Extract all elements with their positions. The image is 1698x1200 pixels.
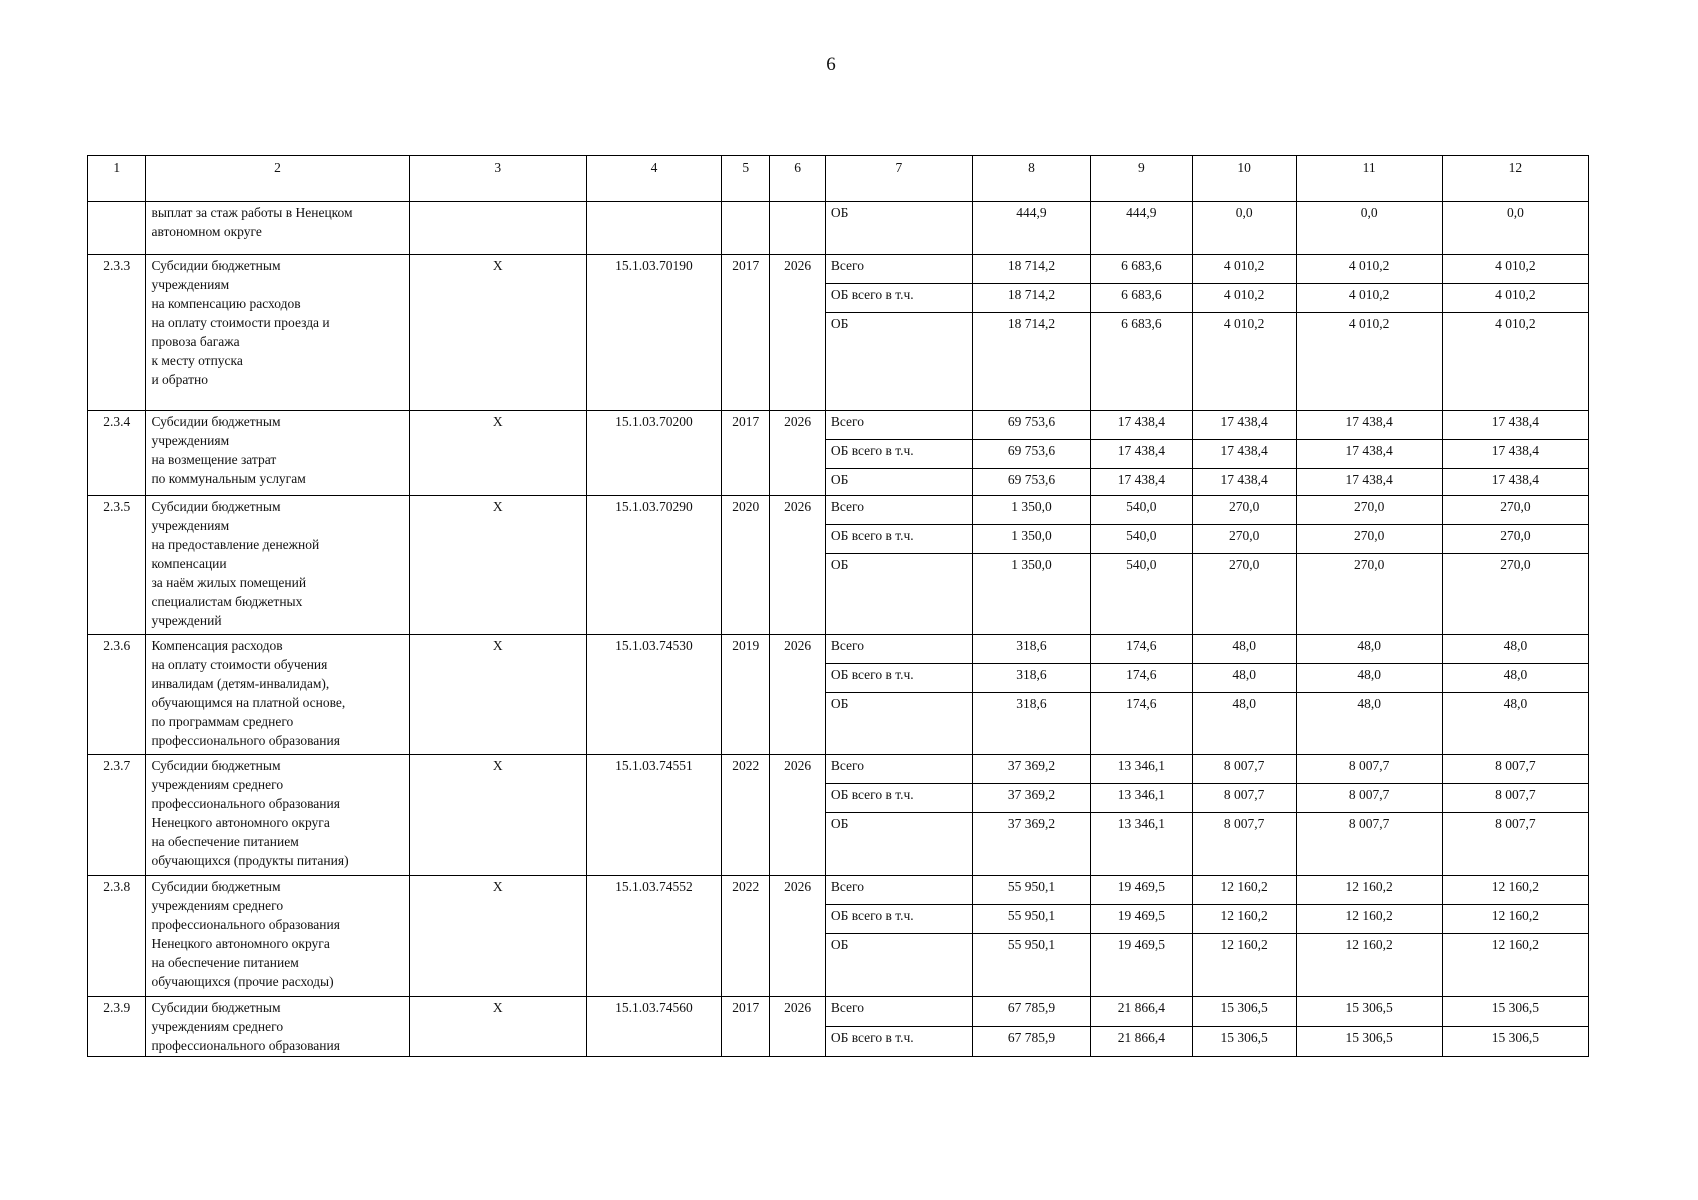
amount-cell: 37 369,2	[973, 813, 1091, 876]
amount-cell: 8 007,7	[1296, 813, 1442, 876]
header-cell: 6	[770, 156, 825, 202]
amount-cell: 12 160,2	[1192, 934, 1296, 997]
amount-cell: 4 010,2	[1192, 255, 1296, 284]
item-number: 2.3.3	[88, 255, 146, 411]
amount-cell: 15 306,5	[1192, 1027, 1296, 1057]
description-line: на компенсацию расходов	[151, 296, 301, 311]
description-line: профессионального образования	[151, 796, 340, 811]
description-line: обучающимся на платной основе,	[151, 695, 346, 710]
amount-cell: 18 714,2	[973, 284, 1091, 313]
item-number: 2.3.4	[88, 411, 146, 496]
funding-source-label: ОБ всего в т.ч.	[825, 784, 972, 813]
amount-cell: 4 010,2	[1442, 313, 1588, 411]
amount-cell: 8 007,7	[1442, 813, 1588, 876]
description-line: Субсидии бюджетным	[151, 258, 281, 273]
end-year: 2026	[770, 496, 825, 635]
amount-cell: 0,0	[1192, 202, 1296, 255]
funding-source-label: ОБ	[825, 934, 972, 997]
amount-cell: 1 350,0	[973, 554, 1091, 635]
description-line: по коммунальным услугам	[151, 471, 306, 486]
amount-cell: 15 306,5	[1192, 997, 1296, 1027]
funding-source-label: Всего	[825, 755, 972, 784]
start-year: 2022	[722, 876, 770, 997]
funding-source-label: ОБ	[825, 693, 972, 755]
amount-cell: 174,6	[1090, 664, 1192, 693]
amount-cell: 55 950,1	[973, 934, 1091, 997]
description-line: учреждениям	[151, 433, 230, 448]
budget-code: 15.1.03.74530	[586, 635, 721, 755]
description-line: выплат за стаж работы в Ненецком	[151, 205, 353, 220]
amount-cell: 0,0	[1296, 202, 1442, 255]
amount-cell: 12 160,2	[1442, 876, 1588, 905]
amount-cell: 17 438,4	[1442, 440, 1588, 469]
funding-source-label: ОБ всего в т.ч.	[825, 440, 972, 469]
item-description	[146, 635, 409, 755]
item-description	[146, 997, 409, 1057]
amount-cell: 17 438,4	[1296, 411, 1442, 440]
amount-cell: 37 369,2	[973, 784, 1091, 813]
budget-code: 15.1.03.74552	[586, 876, 721, 997]
funding-source-label: ОБ всего в т.ч.	[825, 664, 972, 693]
amount-cell: 15 306,5	[1442, 1027, 1588, 1057]
description-line: за наём жилых помещений	[151, 575, 307, 590]
item-row	[88, 755, 1589, 784]
amount-cell: 270,0	[1442, 554, 1588, 635]
amount-cell: 4 010,2	[1442, 284, 1588, 313]
amount-cell: 12 160,2	[1442, 934, 1588, 997]
amount-cell: 55 950,1	[973, 905, 1091, 934]
amount-cell: 1 350,0	[973, 496, 1091, 525]
amount-cell: 12 160,2	[1192, 905, 1296, 934]
amount-cell: 540,0	[1090, 525, 1192, 554]
amount-cell: 8 007,7	[1296, 755, 1442, 784]
funding-source-label: ОБ	[825, 313, 972, 411]
amount-cell: 17 438,4	[1090, 411, 1192, 440]
amount-cell: 12 160,2	[1442, 905, 1588, 934]
amount-cell: 270,0	[1296, 496, 1442, 525]
header-cell: 4	[586, 156, 721, 202]
description-line: обучающихся (прочие расходы)	[151, 974, 334, 989]
amount-cell: 13 346,1	[1090, 755, 1192, 784]
amount-cell: 17 438,4	[1296, 469, 1442, 496]
header-cell: 5	[722, 156, 770, 202]
col3-cell	[409, 202, 586, 255]
funding-source-label: Всего	[825, 997, 972, 1027]
amount-cell: 444,9	[973, 202, 1091, 255]
description-line: Субсидии бюджетным	[151, 499, 281, 514]
amount-cell: 17 438,4	[1442, 469, 1588, 496]
end-year-cell	[770, 202, 825, 255]
description-line: Субсидии бюджетным	[151, 414, 281, 429]
amount-cell: 8 007,7	[1296, 784, 1442, 813]
budget-code: 15.1.03.70200	[586, 411, 721, 496]
header-cell: 2	[146, 156, 409, 202]
amount-cell: 8 007,7	[1442, 784, 1588, 813]
continuation-row	[88, 202, 1589, 255]
description-line: на оплату стоимости проезда и	[151, 315, 330, 330]
funding-source-label: ОБ всего в т.ч.	[825, 284, 972, 313]
amount-cell: 48,0	[1296, 693, 1442, 755]
amount-cell: 18 714,2	[973, 255, 1091, 284]
col3-marker: X	[409, 496, 586, 635]
amount-cell: 48,0	[1296, 635, 1442, 664]
amount-cell: 318,6	[973, 664, 1091, 693]
item-row	[88, 496, 1589, 525]
amount-cell: 19 469,5	[1090, 876, 1192, 905]
description-line: на возмещение затрат	[151, 452, 277, 467]
col3-marker: X	[409, 876, 586, 997]
amount-cell: 15 306,5	[1296, 1027, 1442, 1057]
description-line: Ненецкого автономного округа	[151, 936, 330, 951]
table-body	[88, 156, 1589, 1057]
start-year: 2017	[722, 255, 770, 411]
amount-cell: 67 785,9	[973, 1027, 1091, 1057]
amount-cell: 540,0	[1090, 554, 1192, 635]
description-line: инвалидам (детям-инвалидам),	[151, 676, 330, 691]
description-line: по программам среднего	[151, 714, 294, 729]
amount-cell: 19 469,5	[1090, 934, 1192, 997]
header-cell: 1	[88, 156, 146, 202]
description-line: Субсидии бюджетным	[151, 879, 281, 894]
item-description	[146, 876, 409, 997]
start-year: 2022	[722, 755, 770, 876]
amount-cell: 6 683,6	[1090, 313, 1192, 411]
amount-cell: 8 007,7	[1192, 813, 1296, 876]
amount-cell: 8 007,7	[1192, 784, 1296, 813]
page-number: 6	[826, 54, 836, 75]
amount-cell: 13 346,1	[1090, 813, 1192, 876]
funding-source-label: ОБ	[825, 469, 972, 496]
amount-cell: 270,0	[1296, 525, 1442, 554]
description-line: Субсидии бюджетным	[151, 1000, 281, 1015]
description-line: на предоставление денежной	[151, 537, 320, 552]
item-description	[146, 411, 409, 496]
start-year: 2017	[722, 411, 770, 496]
amount-cell: 270,0	[1442, 525, 1588, 554]
header-cell: 12	[1442, 156, 1588, 202]
description-line: к месту отпуска	[151, 353, 243, 368]
amount-cell: 17 438,4	[1090, 440, 1192, 469]
amount-cell: 48,0	[1442, 635, 1588, 664]
header-row	[88, 156, 1589, 202]
item-row	[88, 997, 1589, 1027]
description-line: на обеспечение питанием	[151, 955, 299, 970]
amount-cell: 21 866,4	[1090, 997, 1192, 1027]
amount-cell: 37 369,2	[973, 755, 1091, 784]
item-number: 2.3.5	[88, 496, 146, 635]
item-number: 2.3.8	[88, 876, 146, 997]
item-description	[146, 202, 409, 255]
description-line: учреждениям среднего	[151, 777, 284, 792]
amount-cell: 21 866,4	[1090, 1027, 1192, 1057]
amount-cell: 4 010,2	[1296, 255, 1442, 284]
amount-cell: 270,0	[1192, 496, 1296, 525]
funding-source-label: ОБ всего в т.ч.	[825, 525, 972, 554]
amount-cell: 18 714,2	[973, 313, 1091, 411]
amount-cell: 19 469,5	[1090, 905, 1192, 934]
code-cell	[586, 202, 721, 255]
description-line: профессионального образования	[151, 917, 340, 932]
col3-marker: X	[409, 635, 586, 755]
item-description	[146, 255, 409, 411]
end-year: 2026	[770, 876, 825, 997]
end-year: 2026	[770, 411, 825, 496]
funding-source-label: ОБ	[825, 554, 972, 635]
amount-cell: 0,0	[1442, 202, 1588, 255]
description-line: профессионального образования	[151, 1038, 340, 1053]
header-cell: 3	[409, 156, 586, 202]
description-line: специалистам бюджетных	[151, 594, 303, 609]
amount-cell: 270,0	[1192, 525, 1296, 554]
header-cell: 10	[1192, 156, 1296, 202]
budget-code: 15.1.03.70190	[586, 255, 721, 411]
amount-cell: 55 950,1	[973, 876, 1091, 905]
end-year: 2026	[770, 755, 825, 876]
amount-cell: 318,6	[973, 693, 1091, 755]
start-year: 2019	[722, 635, 770, 755]
amount-cell: 48,0	[1442, 664, 1588, 693]
funding-source-label: ОБ	[825, 202, 972, 255]
description-line: учреждениям среднего	[151, 1019, 284, 1034]
header-cell: 11	[1296, 156, 1442, 202]
amount-cell: 174,6	[1090, 693, 1192, 755]
amount-cell: 17 438,4	[1296, 440, 1442, 469]
description-line: Компенсация расходов	[151, 638, 283, 653]
item-number: 2.3.6	[88, 635, 146, 755]
funding-source-label: ОБ всего в т.ч.	[825, 1027, 972, 1057]
description-line: обучающихся (продукты питания)	[151, 853, 349, 868]
funding-source-label: Всего	[825, 411, 972, 440]
funding-source-label: Всего	[825, 255, 972, 284]
item-row	[88, 876, 1589, 905]
budget-code: 15.1.03.74551	[586, 755, 721, 876]
amount-cell: 6 683,6	[1090, 284, 1192, 313]
item-row	[88, 255, 1589, 284]
amount-cell: 69 753,6	[973, 411, 1091, 440]
end-year: 2026	[770, 635, 825, 755]
amount-cell: 12 160,2	[1296, 876, 1442, 905]
description-line: на оплату стоимости обучения	[151, 657, 328, 672]
amount-cell: 270,0	[1442, 496, 1588, 525]
end-year: 2026	[770, 255, 825, 411]
amount-cell: 8 007,7	[1442, 755, 1588, 784]
budget-code: 15.1.03.70290	[586, 496, 721, 635]
start-year: 2020	[722, 496, 770, 635]
amount-cell: 318,6	[973, 635, 1091, 664]
description-line: на обеспечение питанием	[151, 834, 299, 849]
amount-cell: 174,6	[1090, 635, 1192, 664]
amount-cell: 17 438,4	[1192, 469, 1296, 496]
item-number-cell	[88, 202, 146, 255]
amount-cell: 67 785,9	[973, 997, 1091, 1027]
amount-cell: 4 010,2	[1296, 313, 1442, 411]
description-line: профессионального образования	[151, 733, 340, 748]
amount-cell: 270,0	[1192, 554, 1296, 635]
item-row	[88, 411, 1589, 440]
amount-cell: 48,0	[1192, 664, 1296, 693]
funding-source-label: Всего	[825, 876, 972, 905]
description-line: Субсидии бюджетным	[151, 758, 281, 773]
amount-cell: 69 753,6	[973, 469, 1091, 496]
funding-source-label: Всего	[825, 496, 972, 525]
funding-source-label: ОБ всего в т.ч.	[825, 905, 972, 934]
amount-cell: 69 753,6	[973, 440, 1091, 469]
budget-code: 15.1.03.74560	[586, 997, 721, 1057]
amount-cell: 17 438,4	[1192, 411, 1296, 440]
amount-cell: 4 010,2	[1192, 284, 1296, 313]
amount-cell: 15 306,5	[1296, 997, 1442, 1027]
description-line: Ненецкого автономного округа	[151, 815, 330, 830]
amount-cell: 4 010,2	[1442, 255, 1588, 284]
amount-cell: 6 683,6	[1090, 255, 1192, 284]
amount-cell: 1 350,0	[973, 525, 1091, 554]
amount-cell: 4 010,2	[1296, 284, 1442, 313]
amount-cell: 17 438,4	[1090, 469, 1192, 496]
col3-marker: X	[409, 255, 586, 411]
amount-cell: 270,0	[1296, 554, 1442, 635]
amount-cell: 4 010,2	[1192, 313, 1296, 411]
item-number: 2.3.9	[88, 997, 146, 1057]
description-line: компенсации	[151, 556, 227, 571]
amount-cell: 48,0	[1296, 664, 1442, 693]
item-description	[146, 755, 409, 876]
description-line: провоза багажа	[151, 334, 240, 349]
amount-cell: 48,0	[1192, 693, 1296, 755]
description-line: учреждениям среднего	[151, 898, 284, 913]
description-line: учреждений	[151, 613, 222, 628]
amount-cell: 8 007,7	[1192, 755, 1296, 784]
item-row	[88, 635, 1589, 664]
col3-marker: X	[409, 411, 586, 496]
amount-cell: 48,0	[1192, 635, 1296, 664]
amount-cell: 12 160,2	[1192, 876, 1296, 905]
item-number: 2.3.7	[88, 755, 146, 876]
amount-cell: 12 160,2	[1296, 934, 1442, 997]
description-line: учреждениям	[151, 518, 230, 533]
end-year: 2026	[770, 997, 825, 1057]
description-line: и обратно	[151, 372, 208, 387]
amount-cell: 48,0	[1442, 693, 1588, 755]
amount-cell: 17 438,4	[1442, 411, 1588, 440]
header-cell: 7	[825, 156, 972, 202]
budget-table	[87, 155, 1589, 1057]
header-cell: 8	[973, 156, 1091, 202]
header-cell: 9	[1090, 156, 1192, 202]
amount-cell: 15 306,5	[1442, 997, 1588, 1027]
item-description	[146, 496, 409, 635]
amount-cell: 444,9	[1090, 202, 1192, 255]
description-line: учреждениям	[151, 277, 230, 292]
funding-source-label: Всего	[825, 635, 972, 664]
start-year-cell	[722, 202, 770, 255]
amount-cell: 12 160,2	[1296, 905, 1442, 934]
description-line: автономном округе	[151, 224, 262, 239]
amount-cell: 540,0	[1090, 496, 1192, 525]
start-year: 2017	[722, 997, 770, 1057]
col3-marker: X	[409, 997, 586, 1057]
col3-marker: X	[409, 755, 586, 876]
amount-cell: 17 438,4	[1192, 440, 1296, 469]
funding-source-label: ОБ	[825, 813, 972, 876]
amount-cell: 13 346,1	[1090, 784, 1192, 813]
